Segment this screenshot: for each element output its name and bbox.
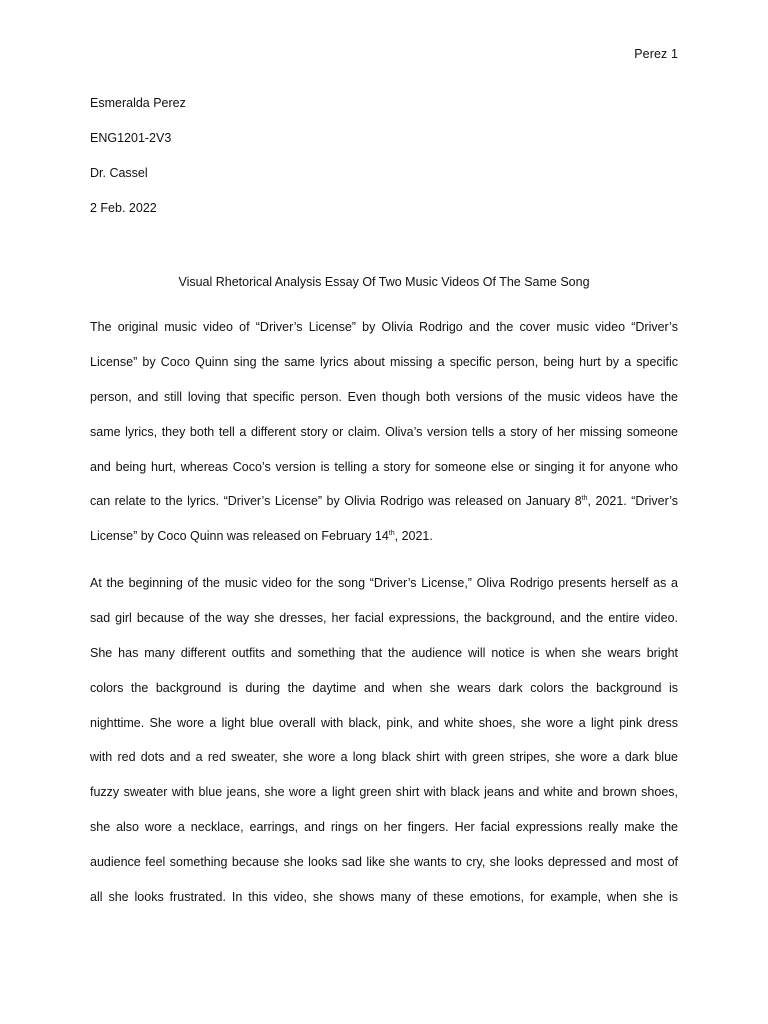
paragraph-1-line-7-text: License” by Coco Quinn was released on February 14	[90, 529, 389, 544]
running-header-page-number: Perez 1	[634, 47, 678, 61]
student-heading	[90, 86, 678, 226]
paragraph-1-line-6-text: can relate to the lyrics. “Driver’s License” by Olivia Rodrigo was released on January 8	[90, 494, 582, 509]
paragraph-1-line-6-end: , 2021. “Driver’s	[587, 494, 678, 509]
paragraph-2-line: with red dots and a red sweater, she wore a long black shirt with green stripes, she wore a dark blue	[90, 750, 678, 765]
ordinal-suffix: th	[388, 530, 395, 538]
paragraph-1-line-7-end: , 2021.	[394, 529, 433, 544]
ordinal-suffix: th	[581, 495, 588, 503]
paragraph-1-line: License” by Coco Quinn sing the same lyrics about missing a specific person, being hurt by a specific	[90, 354, 678, 369]
paragraph-2-line: nighttime. She wore a light blue overall with black, pink, and white shoes, she wore a light pink dress	[90, 715, 678, 730]
paragraph-2-line: She has many different outfits and something that the audience will notice is when she wears bright	[90, 645, 678, 660]
paragraph-2-line: colors the background is during the daytime and when she wears dark colors the background is	[90, 680, 678, 695]
paragraph-2	[90, 566, 678, 915]
paragraph-2-line: sad girl because of the way she dresses, her facial expressions, the background, and the entire video.	[90, 610, 678, 625]
instructor-name: Dr. Cassel	[90, 165, 148, 180]
paragraph-1-line	[90, 519, 678, 554]
course-code: ENG1201-2V3	[90, 130, 172, 145]
paragraph-1-line: same lyrics, they both tell a different story or claim. Oliva’s version tells a story of her missing someone	[90, 424, 678, 439]
paragraph-1-line: The original music video of “Driver’s License” by Olivia Rodrigo and the cover music video “Driver’s	[90, 320, 678, 334]
paragraph-2-line: she also wore a necklace, earrings, and rings on her fingers. Her facial expressions really make the	[90, 820, 678, 835]
paragraph-2-line: At the beginning of the music video for the song “Driver’s License,” Oliva Rodrigo presents herself as a	[90, 576, 678, 590]
essay-date: 2 Feb. 2022	[90, 200, 157, 215]
paragraph-1-line: person, and still loving that specific person. Even though both versions of the music videos have the	[90, 389, 678, 404]
paragraph-2-line: all she looks frustrated. In this video, she shows many of these emotions, for example, when she is	[90, 890, 678, 905]
paragraph-1	[90, 310, 678, 554]
essay-title: Visual Rhetorical Analysis Essay Of Two Music Videos Of The Same Song	[178, 275, 590, 289]
student-name: Esmeralda Perez	[90, 96, 186, 110]
paragraph-1-line	[90, 484, 678, 519]
paragraph-2-line: audience feel something because she looks sad like she wants to cry, she looks depressed and most of	[90, 855, 678, 870]
paragraph-1-line: and being hurt, whereas Coco’s version is telling a story for someone else or singing it for anyone who	[90, 459, 678, 474]
paragraph-2-line: fuzzy sweater with blue jeans, she wore a light green shirt with black jeans and white and brown shoes,	[90, 785, 678, 800]
